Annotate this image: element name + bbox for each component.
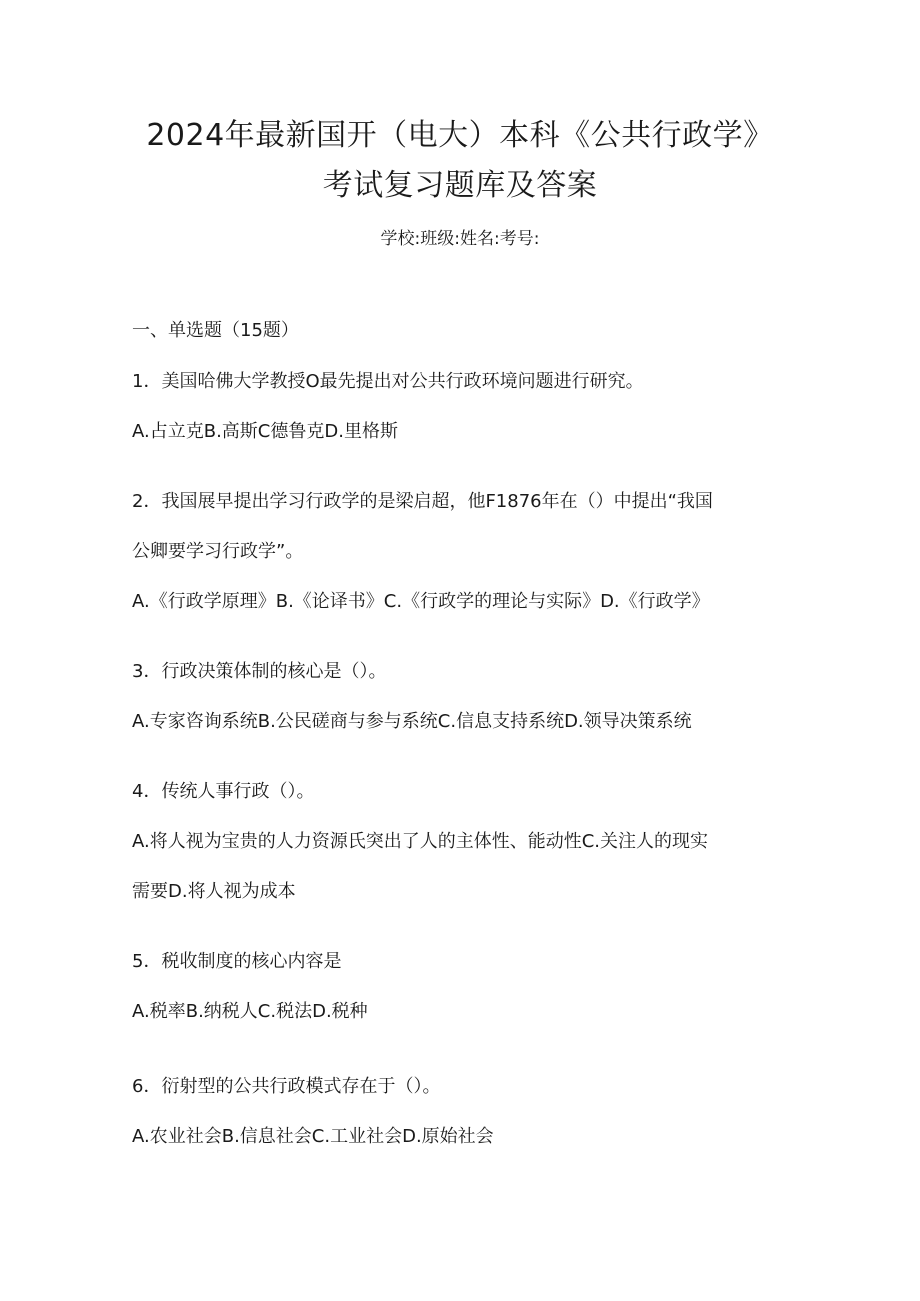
question-3-options: A.专家咨询系统B.公民磋商与参与系统C.信息支持系统D.领导决策系统 [132,711,692,732]
question-2-options: A.《行政学原理》B.《论译书》C.《行政学的理论与实际》D.《行政学》 [132,591,710,612]
question-4-stem: 4．传统人事行政（）。 [132,781,315,802]
document-title-line-2: 考试复习题库及答案 [322,168,598,203]
section-heading: 一、单选题（15题） [132,320,299,341]
question-6-stem: 6．衍射型的公共行政模式存在于（）。 [132,1076,441,1097]
question-1-stem: 1．美国哈佛大学教授O最先提出对公共行政环境问题进行研究。 [132,371,644,392]
student-info-line: 学校:班级:姓名:考号: [380,229,540,249]
question-6-options: A.农业社会B.信息社会C.工业社会D.原始社会 [132,1126,494,1147]
question-2-stem-line-2: 公卿要学习行政学”。 [132,541,304,562]
question-4-options-line-2: 需要D.将人视为成本 [132,881,296,902]
question-5-options: A.税率B.纳税人C.税法D.税种 [132,1001,368,1022]
document-title-line-1: 2024年最新国开（电大）本科《公共行政学》 [146,118,774,153]
question-1-options: A.占立克B.高斯C德鲁克D.里格斯 [132,421,398,442]
question-3-stem: 3．行政决策体制的核心是（）。 [132,661,387,682]
question-2-stem-line-1: 2．我国展早提出学习行政学的是梁启超，他F1876年在（）中提出“我国 [132,491,713,512]
question-4-options-line-1: A.将人视为宝贵的人力资源氏突出了人的主体性、能动性C.关注人的现实 [132,831,709,852]
question-5-stem: 5．税收制度的核心内容是 [132,951,342,972]
